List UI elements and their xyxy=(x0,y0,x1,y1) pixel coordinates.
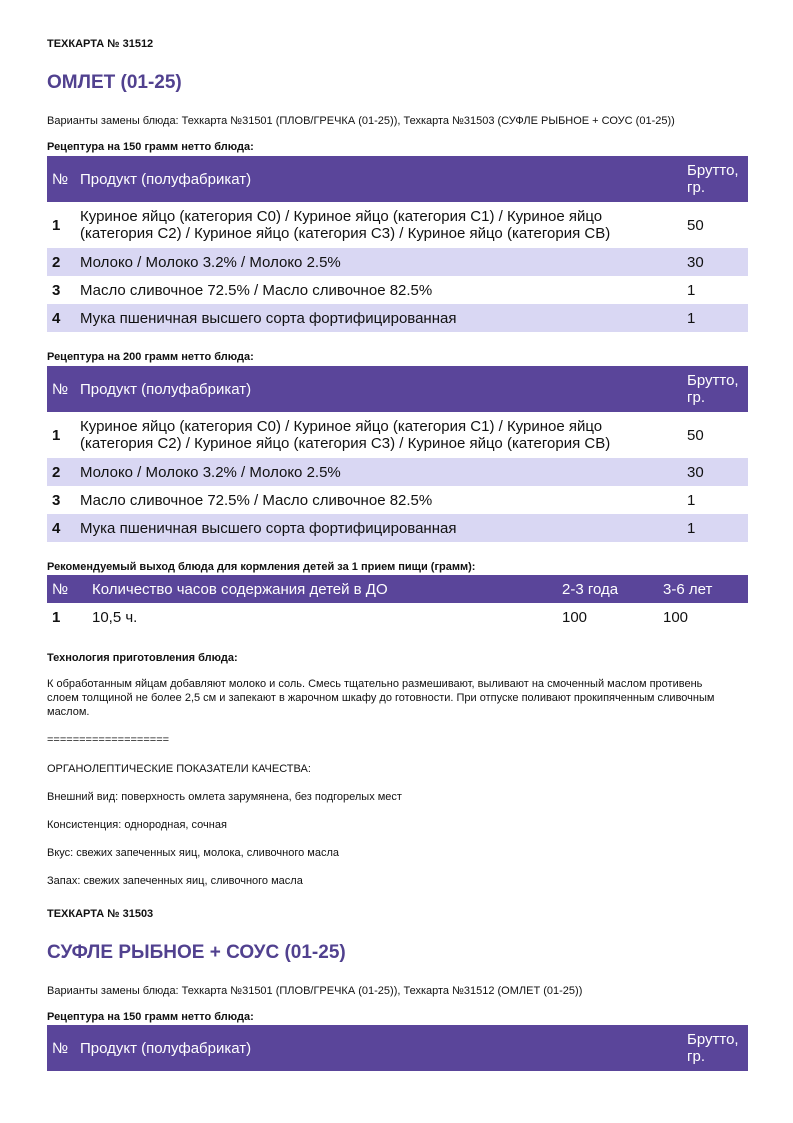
row-number: 1 xyxy=(52,608,61,626)
row-product: Молоко / Молоко 3.2% / Молоко 2.5% xyxy=(75,458,682,486)
row-number: 1 xyxy=(52,216,61,234)
table-row xyxy=(47,603,748,631)
row-age-3-6: 100 xyxy=(663,608,689,626)
quality-consistency: Консистенция: однородная, сочная xyxy=(47,819,227,831)
row-number: 2 xyxy=(47,248,75,276)
row-product: Масло сливочное 72.5% / Масло сливочное 82.5% xyxy=(80,491,433,509)
col-header-product: Продукт (полуфабрикат) xyxy=(75,156,682,202)
table-header-row xyxy=(47,575,748,603)
col-header-gross: Брутто, гр. xyxy=(682,366,748,412)
recipe-label-200: Рецептура на 200 грамм нетто блюда: xyxy=(47,351,254,363)
techcard-number: ТЕХКАРТА № 31512 xyxy=(47,38,154,50)
row-number: 4 xyxy=(47,514,75,542)
col-header-number: № xyxy=(47,156,75,202)
row-gross: 30 xyxy=(682,458,748,486)
output-label: Рекомендуемый выход блюда для кормления детей за 1 прием пищи (грамм): xyxy=(47,561,476,573)
quality-taste: Вкус: свежих запеченных яиц, молока, сливочного масла xyxy=(47,847,340,859)
table-row xyxy=(47,486,748,514)
output-table xyxy=(47,575,748,631)
row-age-2-3: 100 xyxy=(562,608,588,626)
row-number: 2 xyxy=(47,458,75,486)
col-header-age-3-6: 3-6 лет xyxy=(658,575,748,603)
row-gross: 1 xyxy=(682,304,748,332)
recipe-label-150: Рецептура на 150 грамм нетто блюда: xyxy=(47,141,254,153)
table-row xyxy=(47,458,748,486)
table-row xyxy=(47,276,748,304)
replacement-variants: Варианты замены блюда: Техкарта №31501 (ПЛОВ/ГРЕЧКА (01-25)), Техкарта №31503 (СУФЛЕ РЫБНОЕ + СОУС (01-25)) xyxy=(47,115,675,127)
table-row xyxy=(47,248,748,276)
recipe-table-200 xyxy=(47,366,748,542)
quality-appearance: Внешний вид: поверхность омлета зарумянена, без подгорелых мест xyxy=(47,791,402,803)
row-product: Куриное яйцо (категория С0) / Куриное яйцо (категория С1) / Куриное яйцо (категория С2) / Куриное яйцо (категория С3) / Куриное яйцо (категория СВ) xyxy=(80,418,611,452)
row-number: 3 xyxy=(52,491,61,509)
technology-label: Технология приготовления блюда: xyxy=(47,652,238,664)
col-header-number: № xyxy=(47,1025,75,1071)
recipe-table-150 xyxy=(47,1025,748,1071)
row-gross: 1 xyxy=(687,281,696,299)
row-product: Мука пшеничная высшего сорта фортифицированная xyxy=(75,514,682,542)
table-row xyxy=(47,412,748,458)
row-product: Мука пшеничная высшего сорта фортифицированная xyxy=(75,304,682,332)
dish-title: СУФЛЕ РЫБНОЕ + СОУС (01-25) xyxy=(47,942,346,963)
col-header-product: Продукт (полуфабрикат) xyxy=(75,1025,682,1071)
row-number: 4 xyxy=(47,304,75,332)
col-header-number: № xyxy=(47,366,75,412)
dish-title: ОМЛЕТ (01-25) xyxy=(47,72,182,93)
col-header-gross: Брутто, гр. xyxy=(682,156,748,202)
col-header-number: № xyxy=(47,575,87,603)
row-gross: 1 xyxy=(682,514,748,542)
row-product: Куриное яйцо (категория С0) / Куриное яйцо (категория С1) / Куриное яйцо (категория С2) / Куриное яйцо (категория С3) / Куриное яйцо (категория СВ) xyxy=(80,208,611,242)
techcard-number: ТЕХКАРТА № 31503 xyxy=(47,908,154,920)
col-header-hours: Количество часов содержания детей в ДО xyxy=(87,575,557,603)
col-header-age-2-3: 2-3 года xyxy=(557,575,658,603)
row-hours: 10,5 ч. xyxy=(92,608,138,626)
table-header-row xyxy=(47,1025,748,1071)
quality-title: ОРГАНОЛЕПТИЧЕСКИЕ ПОКАЗАТЕЛИ КАЧЕСТВА: xyxy=(47,763,311,775)
row-product: Молоко / Молоко 3.2% / Молоко 2.5% xyxy=(75,248,682,276)
table-row xyxy=(47,514,748,542)
col-header-gross: Брутто, гр. xyxy=(682,1025,748,1071)
table-header-row xyxy=(47,366,748,412)
col-header-product: Продукт (полуфабрикат) xyxy=(75,366,682,412)
recipe-table-150 xyxy=(47,156,748,332)
row-product: Масло сливочное 72.5% / Масло сливочное 82.5% xyxy=(80,281,433,299)
recipe-label-150: Рецептура на 150 грамм нетто блюда: xyxy=(47,1011,254,1023)
row-gross: 30 xyxy=(682,248,748,276)
replacement-variants: Варианты замены блюда: Техкарта №31501 (ПЛОВ/ГРЕЧКА (01-25)), Техкарта №31512 (ОМЛЕТ (01-25)) xyxy=(47,985,583,997)
table-row xyxy=(47,202,748,248)
table-row xyxy=(47,304,748,332)
table-header-row xyxy=(47,156,748,202)
quality-smell: Запах: свежих запеченных яиц, сливочного масла xyxy=(47,875,303,887)
row-gross: 50 xyxy=(687,426,704,444)
row-number: 3 xyxy=(52,281,61,299)
separator-line: =================== xyxy=(47,734,170,746)
technology-text: К обработанным яйцам добавляют молоко и соль. Смесь тщательно размешивают, выливают на смоченный маслом противень слоем толщиной не более 2,5 см и запекают в жарочном шкафу до готовности. При отпуске поливают прокипяченным сливочным маслом. xyxy=(47,678,715,718)
row-gross: 50 xyxy=(687,216,704,234)
row-number: 1 xyxy=(52,426,61,444)
row-gross: 1 xyxy=(687,491,696,509)
